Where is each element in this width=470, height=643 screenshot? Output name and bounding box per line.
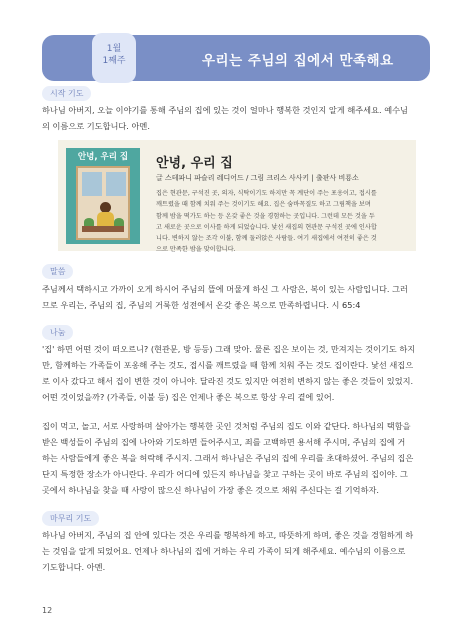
book-card [58,140,416,254]
text-line: 주님께서 택하시고 가까이 오게 하시어 주님의 뜰에 머물게 하신 그 사람은, 복이 있는 사람입니다. 그러 [42,284,408,294]
sharing-paragraph-2 [42,418,434,498]
closing-prayer-tag: 마무리 기도 [42,511,99,526]
desc-line: 깨트렸을 때 함께 치워 주는 것이기도 해요. 집은 숨바꼭질도 하고 그림책을 보며 [156,201,371,209]
desc-line: 니다. 변하지 않는 조각 이불, 함께 둘러앉은 사람들. 여기 새집에서 여전히 좋은 것 [156,235,377,243]
text-line: 어떤 것이었을까? (가족들, 이불 등) 집은 언제나 좋은 복으로 항상 우리 곁에 있어. [42,392,335,402]
text-line: 집이 먹고, 놀고, 서로 사랑하며 살아가는 행복한 곳인 것처럼 주님의 집도 이와 같단다. 하나님의 택함을 [42,421,411,431]
text-line: 의 이름으로 기도합니다. 아멘. [42,121,150,131]
opening-prayer-tag: 시작 기도 [42,86,91,101]
desc-line: 함께 밤을 떡가도 하는 등 온갖 좋은 것을 경험하는 곳입니다. 그런데 모든 것을 두 [156,212,375,220]
text-line: 로 이사 갔다고 해서 집이 변한 것이 아니야. 달라진 것도 있지만 여전히 변하지 않는 좋은 것들이 있었지. [42,376,414,386]
text-line: 하는 사람들에게 좋은 복을 허락해 주시지. 그래서 하나님은 주님의 집에 우리를 초대하셨어. 주님의 집은 [42,453,414,463]
text-line: 만, 함께하는 가족들이 포옹해 주는 것도, 접시를 깨트렸을 때 함께 치워 주는 것도 집이란다. 낯선 새집으 [42,360,414,370]
week-number: 1째주 [102,56,126,66]
desc-line: 집은 현관문, 구석진 곳, 의자, 식탁이기도 하지만 꼭 계단이 주는 포옹이고, 접시를 [156,190,377,197]
scripture-tag: 말씀 [42,264,73,279]
desc-line: 고 새로운 곳으로 이사를 하게 되었습니다. 낯선 새집의 현관문 구석진 곳에 인사합 [156,223,377,231]
sharing-tag: 나눔 [42,325,73,340]
book-description [156,188,408,256]
window-illustration [76,166,130,240]
page-header [42,35,430,81]
closing-prayer-text [42,527,434,575]
week-badge [92,33,136,83]
page-number: 12 [42,606,53,615]
text-line: 받은 백성들이 주님의 집에 나아와 기도하면 들어주시고, 죄를 고백하면 용서해 주시며, 주님의 집에 거 [42,437,406,447]
text-line: 므로 우리는, 주님의 집, 주님의 거룩한 성전에서 온갖 좋은 복으로 만족하렵니다. 시 65:4 [42,300,361,310]
book-title: 안녕, 우리 집 [156,156,233,171]
page-title: 우리는 주님의 집에서 만족해요 [202,53,394,69]
book-cover-title: 안녕, 우리 집 [77,152,129,162]
text-line: '집' 하면 어떤 것이 떠오르니? (현관문, 방 등등) 그래 맞아. 물론 집은 보이는 것, 만져지는 것이기도 하지 [42,344,416,354]
week-month: 1월 [106,44,122,54]
scripture-text [42,281,434,313]
text-line: 단지 특정한 장소가 아니란다. 우리가 어디에 있든지 하나님을 찾고 구하는 곳이 바로 주님의 집이야. 그 [42,469,408,479]
text-line: 는 것임을 알게 되었어요. 언제나 하나님의 집에 거하는 우리 가족이 되게 해주세요. 예수님의 이름으로 [42,546,406,556]
desc-line: 으로 만족한 밤을 맞이합니다. [156,246,236,254]
book-credits: 글 스테파니 파슬리 레디어드 / 그림 크리스 사사키 | 출판사 비룡소 [156,174,359,182]
text-line: 기도합니다. 아멘. [42,562,106,572]
opening-prayer-text [42,102,434,134]
text-line: 하나님 아버지, 오늘 이야기를 통해 주님의 집에 있는 것이 얼마나 행복한 것인지 알게 해주세요. 예수님 [42,105,408,115]
text-line: 하나님 아버지, 주님의 집 안에 있다는 것은 우리를 행복하게 하고, 따뜻하게 하며, 좋은 것을 경험하게 하 [42,530,414,540]
book-cover-image [66,148,140,244]
text-line: 곳에서 하나님을 찾을 때 사랑이 많으신 하나님이 가장 좋은 것으로 채워 주신다는 걸 기억하자. [42,485,379,495]
sharing-paragraph-1 [42,341,434,405]
